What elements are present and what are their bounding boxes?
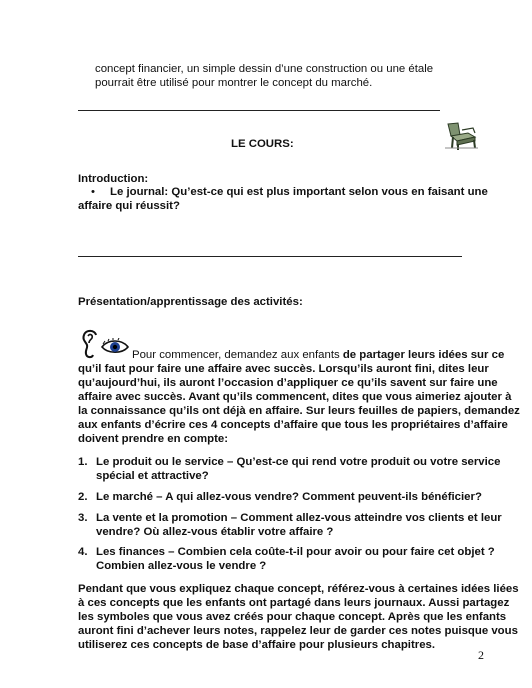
closing-line-3: les symboles que vous avez créés pour chaque concept. Après que les enfants xyxy=(78,611,507,623)
concept-2-number: 2. xyxy=(78,491,88,503)
journal-question-line-1: Le journal: Qu’est-ce qui est plus important selon vous en faisant une xyxy=(110,186,488,198)
presentation-first-normal: Pour commencer, demandez aux enfants xyxy=(132,349,343,361)
concept-4-number: 4. xyxy=(78,546,88,558)
intro-line-1: concept financier, un simple dessin d’une construction ou une étale xyxy=(95,63,434,75)
concept-1-line-1: Le produit ou le service – Qu’est-ce qui rend votre produit ou votre service xyxy=(96,456,501,468)
closing-line-4: auront fini d’achever leurs notes, rappelez leur de garder ces notes puisque vous xyxy=(78,625,518,637)
presentation-line-4: affaire avec succès. Avant qu’ils commencent, dites que vous aimeriez ajouter à xyxy=(78,391,512,403)
presentation-paragraph-first-line xyxy=(132,348,504,362)
concept-4-line-1: Les finances – Combien cela coûte-t-il pour avoir ou pour faire cet objet ? xyxy=(96,546,495,558)
divider-top xyxy=(78,110,440,111)
divider-middle xyxy=(78,256,462,257)
concept-1-line-2: spécial et attractive? xyxy=(96,470,209,482)
concept-3-line-2: vendre? Où allez-vous établir votre affaire ? xyxy=(96,526,334,538)
concept-1-number: 1. xyxy=(78,456,88,468)
journal-question-line-2: affaire qui réussit? xyxy=(78,200,180,212)
presentation-first-bold: de partager leurs idées sur ce xyxy=(342,349,505,361)
introduction-heading: Introduction: xyxy=(78,173,149,185)
concept-4-line-2: Combien allez-vous le vendre ? xyxy=(96,560,267,572)
presentation-line-5: la connaissance qu’ils ont déjà en affaire. Sur leurs feuilles de papiers, demandez xyxy=(78,405,520,417)
chair-icon xyxy=(444,121,480,151)
bullet-marker: • xyxy=(91,186,95,198)
concept-3-line-1: La vente et la promotion – Comment allez-vous atteindre vos clients et leur xyxy=(96,512,502,524)
eye-icon xyxy=(100,338,130,356)
concept-2-line-1: Le marché – A qui allez-vous vendre? Comment peuvent-ils bénéficier? xyxy=(96,491,482,503)
presentation-line-7: doivent prendre en compte: xyxy=(78,433,228,445)
closing-line-5: utiliserez ces concepts de base d’affaire pour plusieurs chapitres. xyxy=(78,639,436,651)
presentation-heading: Présentation/apprentissage des activités: xyxy=(78,296,303,308)
section-title: LE COURS: xyxy=(231,138,294,150)
ear-icon xyxy=(80,329,102,359)
concept-3-number: 3. xyxy=(78,512,88,524)
presentation-line-3: qu’aujourd’hui, ils auront l’occasion d’appliquer ce qu’ils savent sur faire une xyxy=(78,377,498,389)
intro-line-2: pourrait être utilisé pour montrer le concept du marché. xyxy=(95,77,373,89)
closing-line-2: à ces concepts que les enfants ont partagé dans leurs journaux. Aussi partagez xyxy=(78,597,510,609)
page-number: 2 xyxy=(478,648,484,662)
closing-line-1: Pendant que vous expliquez chaque concept, référez-vous à certaines idées liées xyxy=(78,583,519,595)
presentation-line-6: aux enfants d’écrire ces 4 concepts d’affaire que tous les propriétaires d’affaire xyxy=(78,419,508,431)
presentation-line-2: qu’il faut pour faire une affaire avec succès. Lorsqu’ils auront fini, dites leur xyxy=(78,363,489,375)
